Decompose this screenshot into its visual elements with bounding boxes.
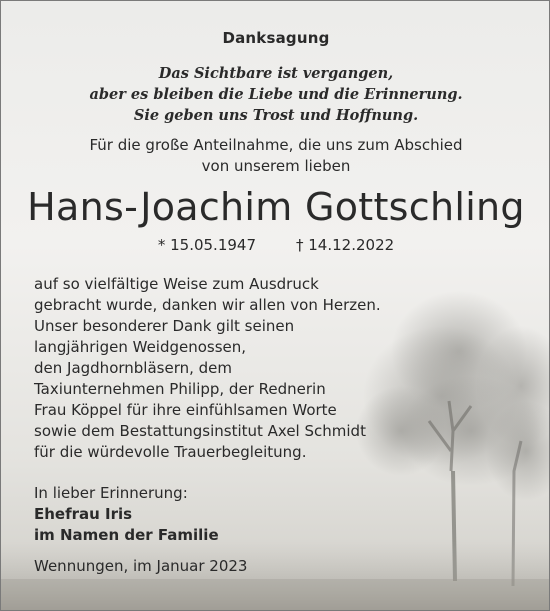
- place-date: Wennungen, im Januar 2023: [34, 557, 248, 575]
- thanks-text: [34, 274, 514, 463]
- intro-line: von unserem lieben: [201, 157, 351, 175]
- intro: [1, 135, 550, 177]
- deceased-name: Hans-Joachim Gottschling: [27, 185, 525, 229]
- birth-date: * 15.05.1947: [157, 236, 256, 254]
- closing-line: In lieber Erinnerung:: [34, 484, 188, 502]
- heading: Danksagung: [222, 29, 330, 47]
- body-line: Unser besonderer Dank gilt seinen: [34, 317, 295, 335]
- poem: [1, 63, 550, 126]
- poem-line: Das Sichtbare ist vergangen,: [158, 65, 394, 82]
- family-line: im Namen der Familie: [34, 526, 219, 544]
- body-line: für die würdevolle Trauerbegleitung.: [34, 443, 307, 461]
- signer: Ehefrau Iris: [34, 505, 133, 523]
- body-line: langjährigen Weidgenossen,: [34, 338, 247, 356]
- life-dates: [1, 236, 550, 254]
- body-line: Taxiunternehmen Philipp, der Rednerin: [34, 380, 326, 398]
- body-line: sowie dem Bestattungsinstitut Axel Schmidt: [34, 422, 366, 440]
- signature-block: [34, 483, 434, 546]
- death-date: † 14.12.2022: [296, 236, 395, 254]
- poem-line: Sie geben uns Trost und Hoffnung.: [133, 107, 419, 124]
- body-line: auf so vielfältige Weise zum Ausdruck: [34, 275, 319, 293]
- body-line: gebracht wurde, danken wir allen von Herzen.: [34, 296, 381, 314]
- intro-line: Für die große Anteilnahme, die uns zum Abschied: [89, 136, 463, 154]
- obituary-text: [1, 1, 550, 611]
- poem-line: aber es bleiben die Liebe und die Erinnerung.: [89, 86, 463, 103]
- body-line: den Jagdhornbläsern, dem: [34, 359, 233, 377]
- body-line: Frau Köppel für ihre einfühlsamen Worte: [34, 401, 337, 419]
